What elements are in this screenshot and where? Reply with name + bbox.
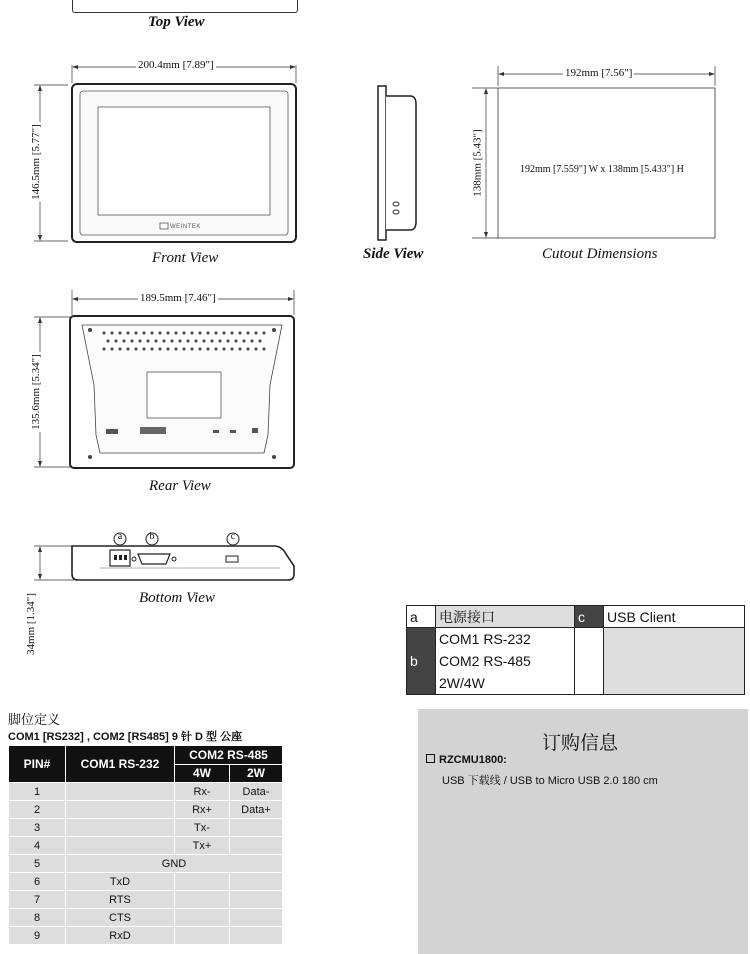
table-cell bbox=[175, 909, 230, 927]
table-cell: RTS bbox=[66, 891, 175, 909]
side-view-caption: Side View bbox=[363, 246, 424, 262]
table-cell bbox=[175, 927, 230, 945]
table-cell: Tx+ bbox=[175, 837, 230, 855]
table-cell: 2 bbox=[9, 801, 66, 819]
table-cell: Rx+ bbox=[175, 801, 230, 819]
pin-section-subtitle: COM1 [RS232] , COM2 [RS485] 9 针 D 型 公座 bbox=[8, 731, 243, 743]
table-row bbox=[9, 927, 283, 945]
pin-table bbox=[8, 745, 283, 945]
table-cell: Data+ bbox=[230, 801, 283, 819]
table-row bbox=[9, 891, 283, 909]
table-cell: 7 bbox=[9, 891, 66, 909]
table-cell bbox=[66, 783, 175, 801]
table-cell: 5 bbox=[9, 855, 66, 873]
marker-b: b bbox=[149, 531, 155, 542]
table-row bbox=[9, 855, 283, 873]
table-cell bbox=[175, 873, 230, 891]
cell-b-content bbox=[436, 628, 575, 695]
front-view-caption: Front View bbox=[152, 250, 219, 266]
cell-b-label: b bbox=[407, 628, 436, 695]
cell-a-label: a bbox=[407, 606, 436, 628]
rear-view-drawing bbox=[30, 285, 300, 475]
cell-a-text: 电源接口 bbox=[436, 606, 575, 628]
connector-table bbox=[406, 605, 745, 695]
cutout-drawing bbox=[470, 64, 720, 242]
table-cell bbox=[230, 909, 283, 927]
table-cell bbox=[175, 891, 230, 909]
table-cell: 3 bbox=[9, 819, 66, 837]
table-row bbox=[9, 837, 283, 855]
hdr-com2: COM2 RS-485 bbox=[175, 746, 283, 765]
table-cell bbox=[66, 819, 175, 837]
table-cell bbox=[66, 837, 175, 855]
cell-empty-shaded bbox=[604, 628, 745, 695]
table-cell bbox=[66, 801, 175, 819]
table-cell: GND bbox=[66, 855, 283, 873]
table-row bbox=[9, 801, 283, 819]
side-view-drawing bbox=[374, 82, 424, 244]
pin-section-title: 脚位定义 bbox=[8, 712, 61, 727]
table-cell: 6 bbox=[9, 873, 66, 891]
table-cell: Rx- bbox=[175, 783, 230, 801]
b-line-2: COM2 RS-485 bbox=[439, 653, 531, 669]
cell-c-text: USB Client bbox=[604, 606, 745, 628]
hdr-2w: 2W bbox=[230, 764, 283, 783]
order-item-desc: USB 下载线 / USB to Micro USB 2.0 180 cm bbox=[442, 775, 658, 787]
table-cell: 4 bbox=[9, 837, 66, 855]
table-cell: 1 bbox=[9, 783, 66, 801]
front-width-dim: 200.4mm [7.89"] bbox=[138, 59, 214, 71]
table-cell: 9 bbox=[9, 927, 66, 945]
checkbox-icon bbox=[426, 754, 435, 763]
hdr-com1: COM1 RS-232 bbox=[66, 746, 175, 783]
rear-width-dim: 189.5mm [7.46"] bbox=[140, 292, 216, 304]
rear-height-dim: 135.6mm [5.34"] bbox=[29, 354, 42, 430]
b-line-3: 2W/4W bbox=[439, 675, 485, 691]
cutout-width-dim: 192mm [7.56"] bbox=[565, 67, 633, 79]
table-cell bbox=[230, 837, 283, 855]
bottom-height-dim: 34mm [1.34"] bbox=[24, 593, 37, 655]
table-cell: TxD bbox=[66, 873, 175, 891]
cell-empty bbox=[575, 628, 604, 695]
rear-view-caption: Rear View bbox=[149, 478, 211, 494]
table-cell: RxD bbox=[66, 927, 175, 945]
front-view-drawing bbox=[30, 55, 310, 250]
table-cell: Data- bbox=[230, 783, 283, 801]
order-info-panel bbox=[418, 709, 748, 954]
table-cell: Tx- bbox=[175, 819, 230, 837]
table-row bbox=[9, 783, 283, 801]
hdr-4w: 4W bbox=[175, 764, 230, 783]
table-cell bbox=[230, 927, 283, 945]
cutout-caption: Cutout Dimensions bbox=[542, 246, 658, 262]
front-height-dim: 146.5mm [5.77"] bbox=[29, 124, 42, 200]
bottom-view-caption: Bottom View bbox=[139, 590, 215, 606]
table-cell bbox=[230, 819, 283, 837]
marker-a: a bbox=[117, 531, 123, 542]
table-cell: CTS bbox=[66, 909, 175, 927]
marker-c: c bbox=[230, 531, 236, 542]
order-item-code: RZCMU1800: bbox=[439, 754, 507, 766]
table-cell bbox=[230, 891, 283, 909]
weintek-logo: WEINTEK bbox=[170, 224, 201, 230]
table-cell: 8 bbox=[9, 909, 66, 927]
b-line-1: COM1 RS-232 bbox=[439, 631, 531, 647]
top-view-drawing bbox=[72, 0, 298, 13]
cutout-inner-text: 192mm [7.559"] W x 138mm [5.433"] H bbox=[520, 164, 684, 175]
cutout-height-dim: 138mm [5.43"] bbox=[471, 129, 484, 197]
table-row bbox=[9, 819, 283, 837]
table-row bbox=[9, 873, 283, 891]
order-info-title: 订购信息 bbox=[542, 733, 619, 754]
hdr-pin: PIN# bbox=[9, 746, 66, 783]
table-row bbox=[9, 909, 283, 927]
top-view-caption: Top View bbox=[148, 14, 205, 30]
cell-c-label: c bbox=[575, 606, 604, 628]
table-cell bbox=[230, 873, 283, 891]
order-item bbox=[426, 754, 507, 766]
